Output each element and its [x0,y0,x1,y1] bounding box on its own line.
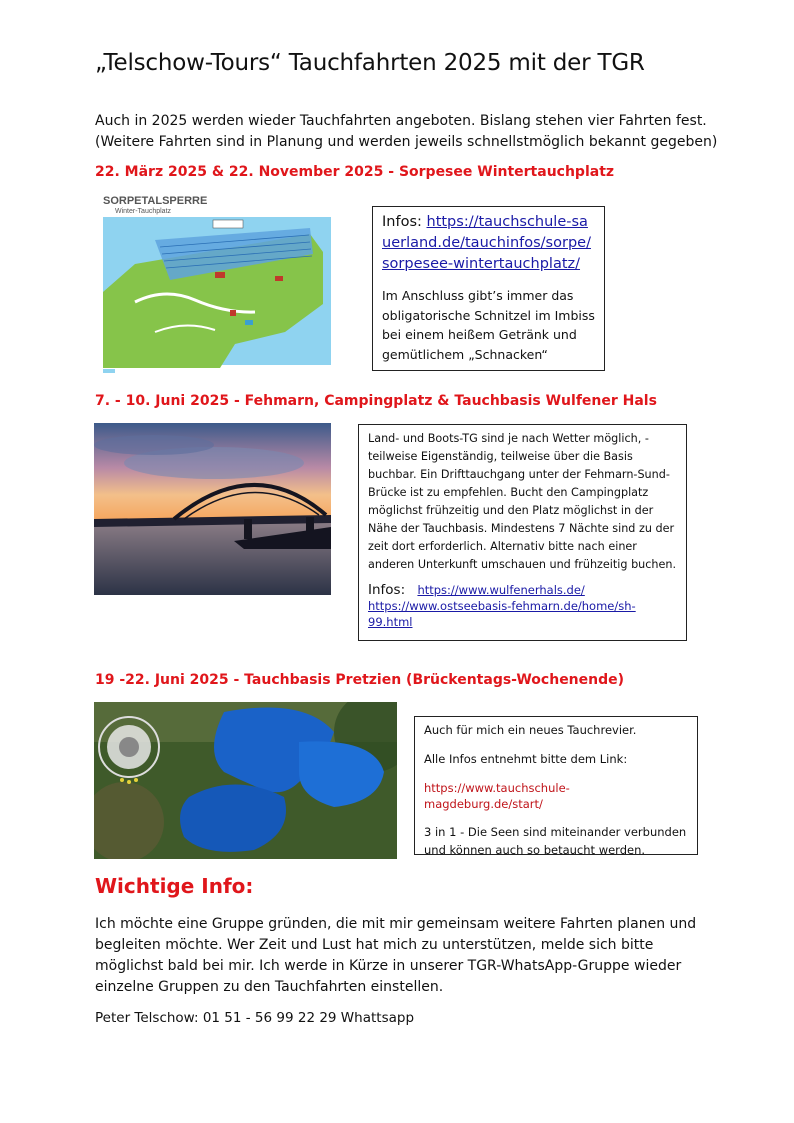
intro-line-2: (Weitere Fahrten sind in Planung und werden jeweils schnellstmöglich bekannt gegeben) [95,134,718,150]
trip2-text: Land- und Boots-TG sind je nach Wetter möglich, - teilweise Eigenständig, teilweise über die Basis buchbar. Ein Drifttauchgang unter der Fehmarn-Sund-Brücke ist zu empfehlen. Bucht den Campingplatz möglichst frühzeitig und den Platz möglichst in der Nähe der Tauchbasis. Mindestens 7 Nächte sind zu der zeit dort erforderlich. Alternativ bitte nach einer anderen Unterkunft umschauen und frühzeitig buchen. [368,432,677,571]
fehmarn-bridge-image [94,423,331,595]
trip1-info-label: Infos: [382,214,427,230]
intro [95,111,735,153]
intro-line-1: Auch in 2025 werden wieder Tauchfahrten angeboten. Bislang stehen vier Fahrten fest. [95,113,707,129]
map-subtitle: Winter-Tauchplatz [115,208,172,215]
trip2-info-box [358,424,687,641]
trip3-link[interactable]: https://www.tauchschule-magdeburg.de/start/ [424,781,570,811]
trip2-link-ostseebasis[interactable]: https://www.ostseebasis-fehmarn.de/home/sh-99.html [368,599,636,629]
trip1-info-link[interactable]: https://tauchschule-sauerland.de/tauchinfos/sorpe/sorpesee-wintertauchplatz/ [382,214,591,272]
trip3-line-2: Alle Infos entnehmt bitte dem Link: [424,752,628,766]
trip1-heading: 22. März 2025 & 22. November 2025 - Sorpesee Wintertauchplatz [95,164,615,180]
trip3-heading: 19 -22. Juni 2025 - Tauchbasis Pretzien (Brückentags-Wochenende) [95,672,625,688]
trip2-heading: 7. - 10. Juni 2025 - Fehmarn, Campingplatz & Tauchbasis Wulfener Hals [95,393,657,409]
sorpe-map-image [95,192,335,376]
trip3-info-box [414,716,698,855]
trip2-info-label: Infos: [368,582,406,598]
trip2-link-wulfenerhals[interactable]: https://www.wulfenerhals.de/ [417,583,585,597]
important-heading: Wichtige Info: [95,874,254,898]
map-title: SORPETALSPERRE [103,195,208,207]
trip3-line-3: 3 in 1 - Die Seen sind miteinander verbunden und können auch so betaucht werden. [424,825,687,857]
contact-line: Peter Telschow: 01 51 - 56 99 22 29 Whattsapp [95,1010,415,1026]
trip1-info-text: Im Anschluss gibt’s immer das obligatorische Schnitzel im Imbiss bei einem heißem Getränk und gemütlichem „Schnacken“ [382,288,595,362]
page-title: „Telschow-Tours“ Tauchfahrten 2025 mit der TGR [95,50,645,76]
trip3-line-1: Auch für mich ein neues Tauchrevier. [424,723,637,737]
trip1-info-box [372,206,605,371]
important-text: Ich möchte eine Gruppe gründen, die mit mir gemeinsam weitere Fahrten planen und begleiten möchte. Wer Zeit und Lust hat mich zu unterstützen, melde sich bitte möglichst bald bei mir. Ich werde in Kürze in unserer TGR-WhatsApp-Gruppe wieder einzelne Gruppen zu den Tauchfahrten einstellen. [95,916,697,995]
pretzien-lakes-image [94,702,397,859]
